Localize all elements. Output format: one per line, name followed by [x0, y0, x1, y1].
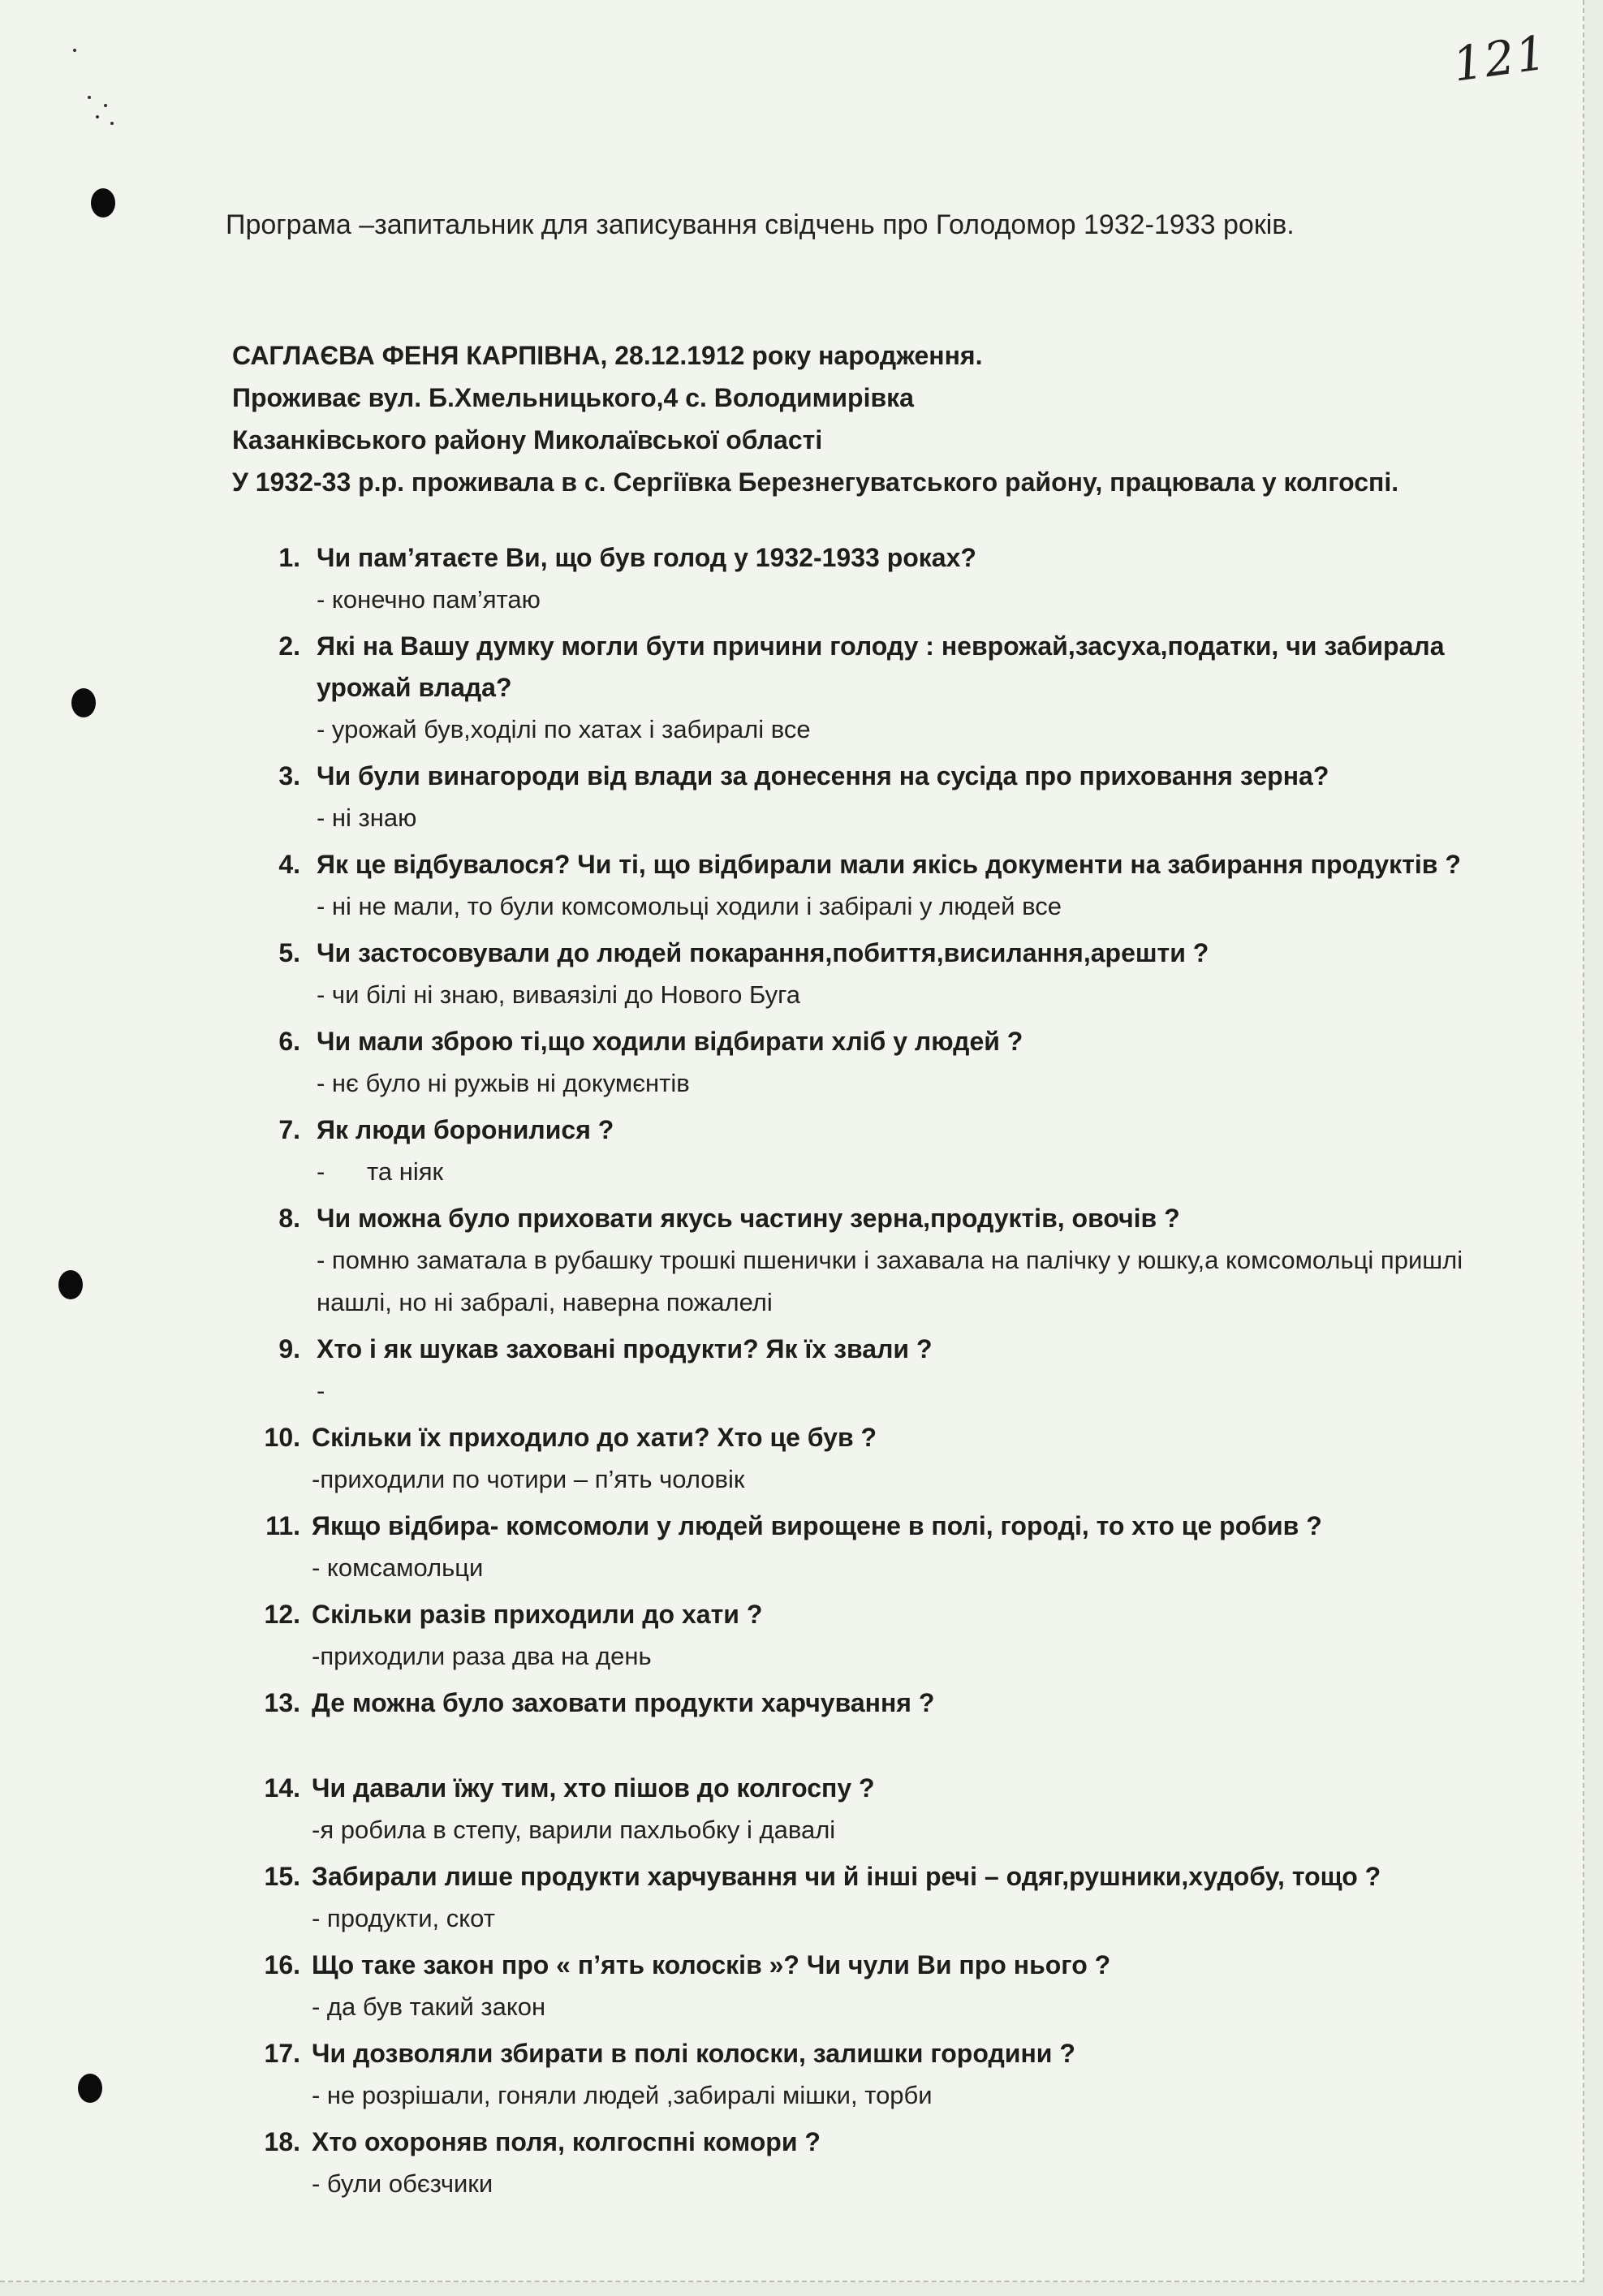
question-number: 13. [264, 1688, 300, 1717]
scan-speck [73, 49, 76, 52]
answer-text: - чи білі ні знаю, виваязілі до Нового Буга [317, 980, 800, 1009]
question-item [260, 2033, 1493, 2117]
respondent-name: САГЛАЄВА ФЕНЯ КАРПІВНА, 28.12.1912 року народження. [232, 341, 983, 370]
page-number: 121 [1449, 24, 1551, 93]
question-text: Хто і як шукав заховані продукти? Як їх звали ? [317, 1334, 933, 1363]
question-number: 8. [278, 1204, 300, 1233]
question-item [260, 933, 1493, 1016]
question-text: Чи пам’ятаєте Ви, що був голод у 1932-1933 роках? [317, 543, 976, 572]
punch-hole-icon [58, 1270, 83, 1299]
question-text: Чи мали зброю ті,що ходили відбирати хліб у людей ? [317, 1027, 1023, 1056]
answer-text: - помню заматала в рубашку трошкі пшенички і захавала на палічку у юшку,а комсомольці пришлі нашлі, но ні забралі, наверна пожалелі [317, 1246, 1463, 1316]
question-number: 15. [264, 1862, 300, 1891]
question-item [260, 1856, 1493, 1940]
question-item [260, 1021, 1493, 1105]
question-number: 12. [264, 1600, 300, 1629]
question-text: Забирали лише продукти харчування чи й інші речі – одяг,рушники,худобу, тощо ? [312, 1862, 1381, 1891]
punch-hole-icon [78, 2074, 102, 2103]
scan-speck [110, 122, 114, 125]
answer-text: - ні не мали, то були комсомольці ходили і забіралі у людей все [317, 892, 1062, 920]
answer-text: -я робила в степу, варили пахльобку і давалі [312, 1816, 836, 1844]
question-text: Чи давали їжу тим, хто пішов до колгоспу ? [312, 1773, 875, 1803]
answer-text: - ні знаю [317, 803, 417, 832]
question-text: Як люди боронилися ? [317, 1115, 614, 1144]
answer-text: - були обєзчики [312, 2169, 493, 2198]
question-number: 6. [278, 1027, 300, 1056]
question-text: Як це відбувалося? Чи ті, що відбирали мали якісь документи на забирання продуктів ? [317, 850, 1461, 879]
punch-hole-icon [91, 188, 115, 218]
answer-text: - нє було ні ружьів ні докумєнтів [317, 1069, 690, 1097]
scan-speck [88, 96, 91, 99]
question-number: 16. [264, 1950, 300, 1979]
question-item [260, 1594, 1493, 1678]
question-number: 10. [264, 1423, 300, 1452]
respondent-address: Проживає вул. Б.Хмельницького,4 с. Володимирівка [232, 383, 914, 412]
answer-text: - [317, 1376, 325, 1405]
question-text: Скільки разів приходили до хати ? [312, 1600, 763, 1629]
question-number: 9. [278, 1334, 300, 1363]
question-number: 18. [264, 2127, 300, 2156]
question-text: Що таке закон про « п’ять колосків »? Чи чули Ви про нього ? [312, 1950, 1111, 1979]
question-text: Хто охороняв поля, колгоспні комори ? [312, 2127, 821, 2156]
question-text: Де можна було заховати продукти харчування ? [312, 1688, 935, 1717]
question-number: 4. [278, 850, 300, 879]
question-text: Чи були винагороди від влади за донесення на сусіда про приховання зерна? [317, 761, 1329, 790]
question-text: Скільки їх приходило до хати? Хто це був ? [312, 1423, 877, 1452]
question-item [260, 1768, 1493, 1851]
scan-speck [96, 115, 99, 118]
question-item [260, 1682, 1493, 1763]
respondent-info [232, 334, 1531, 503]
answer-text: - да був такий закон [312, 1992, 546, 2021]
answer-text: - урожай був,ходілі по хатах і забиралі все [317, 715, 811, 743]
question-number: 11. [265, 1511, 300, 1540]
question-text: Якщо відбира- комсомоли у людей вирощене в полі, городі, то хто це робив ? [312, 1511, 1322, 1540]
answer-text: - конечно пам’ятаю [317, 585, 541, 614]
scan-speck [104, 104, 107, 107]
question-number: 1. [278, 543, 300, 572]
question-item [260, 1417, 1493, 1501]
question-item [260, 844, 1493, 928]
respondent-region: Казанківського району Миколаївської області [232, 425, 823, 454]
question-text: Чи можна було приховати якусь частину зерна,продуктів, овочів ? [317, 1204, 1180, 1233]
question-item [260, 2122, 1493, 2205]
question-item [260, 756, 1493, 839]
question-item [260, 1329, 1493, 1412]
question-number: 2. [278, 631, 300, 661]
punch-hole-icon [71, 688, 96, 717]
question-item [260, 626, 1493, 751]
question-text: Чи застосовували до людей покарання,побиття,висилання,арешти ? [317, 938, 1209, 967]
answer-text: -приходили раза два на день [312, 1642, 652, 1670]
answer-text: -приходили по чотири – п’ять чоловік [312, 1465, 745, 1493]
question-number: 5. [278, 938, 300, 967]
question-number: 17. [264, 2039, 300, 2068]
answer-text: - та ніяк [317, 1157, 444, 1186]
answer-blank [260, 1724, 1493, 1763]
question-text: Чи дозволяли збирати в полі колоски, залишки городини ? [312, 2039, 1075, 2068]
question-item [260, 537, 1493, 621]
question-number: 3. [278, 761, 300, 790]
question-list [260, 537, 1493, 2210]
question-item [260, 1109, 1493, 1193]
answer-text: - комсамольци [312, 1553, 484, 1582]
question-item [260, 1945, 1493, 2028]
respondent-history: У 1932-33 р.р. проживала в с. Сергіївка Березнегуватського району, працювала у колгоспі. [232, 467, 1399, 497]
answer-text: - не розрішали, гоняли людей ,забиралі мішки, торби [312, 2081, 933, 2109]
answer-text: - продукти, скот [312, 1904, 495, 1932]
question-number: 7. [278, 1115, 300, 1144]
question-item [260, 1506, 1493, 1589]
document-title: Програма –запитальник для записування свідчень про Голодомор 1932-1933 років. [226, 209, 1295, 240]
question-number: 14. [264, 1773, 300, 1803]
question-text: Які на Вашу думку могли бути причини голоду : неврожай,засуха,податки, чи забирала урожай влада? [317, 631, 1445, 702]
question-item [260, 1198, 1493, 1324]
